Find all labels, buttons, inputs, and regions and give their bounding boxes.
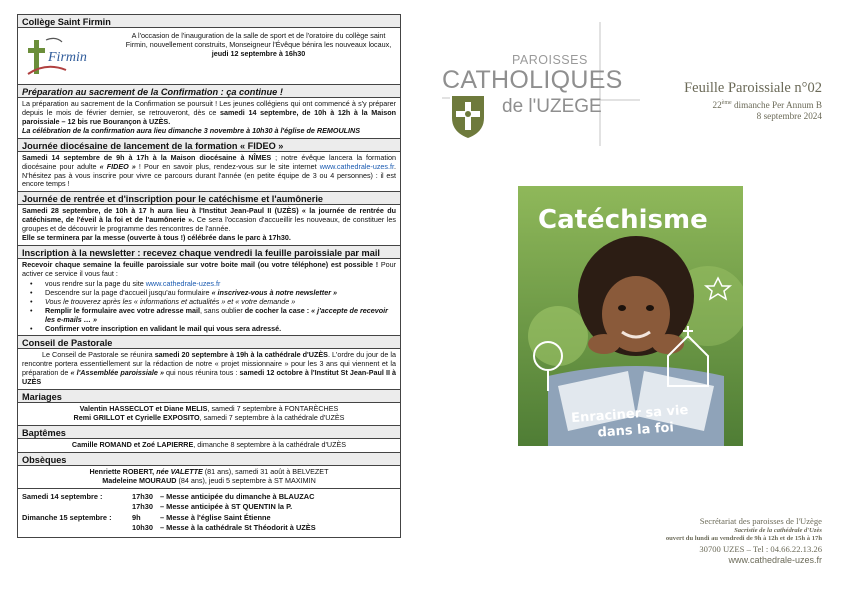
confirmation-celebration: La célébration de la confirmation aura lieu dimanche 3 novembre à 10h30 à l'église de REMOULINS bbox=[22, 125, 361, 135]
schedule-time: 17h30 bbox=[132, 491, 153, 501]
rentree-messe: Elle se terminera par la messe (ouverte à tous !) célébrée dans le parc à 17h30. bbox=[22, 233, 291, 243]
schedule-desc: – Messe anticipée à ST QUENTIN la P. bbox=[160, 502, 293, 512]
masthead-line3: de l'UZEGE bbox=[502, 96, 602, 117]
schedule-time: 17h30 bbox=[132, 502, 153, 512]
obseques-section bbox=[17, 466, 401, 488]
sunday-number: 22 bbox=[712, 99, 722, 110]
newsletter-step-3-bold2: de cocher la case : bbox=[244, 306, 312, 316]
schedule-time: 10h30 bbox=[132, 523, 153, 533]
pastorale-text-1: Le Conseil de Pastorale se réunira bbox=[42, 350, 155, 360]
obseque-item bbox=[22, 477, 396, 486]
section-title-baptemes: Baptêmes bbox=[17, 425, 401, 439]
footer-website[interactable]: www.cathedrale-uzes.fr bbox=[728, 554, 822, 565]
left-column bbox=[17, 14, 401, 575]
feuille-date: 8 septembre 2024 bbox=[756, 110, 822, 121]
newsletter-step-3-italic: « j'accepte de recevoir les e-mails … » bbox=[45, 306, 388, 325]
confirmation-date: samedi 14 septembre, de 10h à 12h à la Maison paroissiale – 12 bis rue Bourançon à UZÈS. bbox=[22, 107, 397, 126]
section-title-pastorale: Conseil de Pastorale bbox=[17, 335, 401, 349]
bapteme-item bbox=[22, 441, 396, 450]
pastorale-section bbox=[17, 349, 401, 389]
schedule-day bbox=[22, 502, 132, 513]
pastorale-text-2: . L'ordre du jour de la rencontre portera essentiellement sur la rédaction de notre « projet missionnaire » pour les 3 ans qui viennent et la préparation de bbox=[22, 350, 396, 378]
newsletter-intro: Pour activer ce service il vous faut : bbox=[22, 260, 397, 278]
newsletter-step-1-text: vous rendre sur la page du site bbox=[45, 278, 146, 288]
schedule-row bbox=[22, 523, 396, 534]
poster-tagline-1: Enraciner sa vie bbox=[570, 402, 689, 427]
footer-line3: ouvert du lundi au vendredi de 9h à 12h et de 15h à 17h bbox=[665, 535, 822, 543]
bapteme-details: , dimanche 8 septembre à la cathédrale d'UZÈS bbox=[193, 439, 347, 449]
mariage-details: , samedi 7 septembre à FONTARÈCHES bbox=[207, 403, 339, 413]
fideo-text-1: ; notre évêque lancera la formation diocésaine pour adulte bbox=[22, 152, 396, 171]
pastorale-assemblee: « l'Assemblée paroissiale » bbox=[70, 368, 164, 378]
section-title-rentree: Journée de rentrée et d'inscription pour le catéchisme et l'aumônerie bbox=[17, 191, 401, 205]
college-logo bbox=[18, 28, 123, 84]
footer-line4: 30700 UZES – Tel : 04.66.22.13.26 bbox=[699, 543, 822, 554]
obseque-details: (84 ans), jeudi 5 septembre à ST MAXIMIN bbox=[176, 475, 316, 485]
mariage-names: Valentin HASSECLOT et Diane MELIS bbox=[79, 403, 208, 413]
section-title-newsletter: Inscription à la newsletter : recevez chaque vendredi la feuille paroissiale par mail bbox=[17, 245, 401, 259]
footer-line1: Secrétariat des paroisses de l'Uzège bbox=[699, 516, 822, 526]
newsletter-step-3 bbox=[25, 306, 396, 324]
masthead-line1: PAROISSES bbox=[512, 53, 588, 67]
newsletter-step-2-form: « inscrivez-vous à notre newsletter » bbox=[211, 287, 337, 297]
newsletter-step-2-text: Descendre sur la page d'accueil jusqu'au formulaire bbox=[45, 287, 212, 297]
catechisme-poster-image bbox=[518, 186, 743, 446]
newsletter-intro-bold: Recevoir chaque semaine la feuille paroissiale sur votre boite mail (ou votre téléphone) est possible ! bbox=[22, 260, 379, 270]
section-title-obseques: Obsèques bbox=[17, 452, 401, 466]
newsletter-steps bbox=[22, 279, 396, 333]
newsletter-step-2 bbox=[25, 288, 396, 297]
rentree-date: Samedi 28 septembre, de 10h à 17 h aura lieu à l'Institut Jean-Paul II (UZÈS) « la journée de rentrée du catéchisme, de l'éveil à la foi et de l'aumônerie ». bbox=[22, 206, 396, 225]
fideo-name: « FIDEO » bbox=[99, 161, 136, 171]
footer-line2: Sacristie de la cathédrale d'Uzès bbox=[734, 527, 822, 534]
college-text-date: jeudi 12 septembre à 16h30 bbox=[211, 48, 306, 58]
schedule-row bbox=[22, 492, 396, 503]
fideo-section bbox=[17, 152, 401, 192]
section-title-fideo: Journée diocésaine de lancement de la formation « FIDEO » bbox=[17, 138, 401, 152]
college-text-body: A l'occasion de l'inauguration de la salle de sport et de l'oratoire du collège saint Firmin, nouvellement construits, Monseigneur l'Évêque bénira les nouveaux locaux, bbox=[125, 31, 392, 49]
fideo-text-2: ! Pour en savoir plus, rendez-vous sur le site internet bbox=[135, 161, 320, 171]
college-section bbox=[17, 28, 401, 84]
schedule-desc: – Messe anticipée du dimanche à BLAUZAC bbox=[160, 491, 315, 501]
feuille-title: Feuille Paroissiale n°02 bbox=[684, 80, 822, 96]
mariage-item bbox=[22, 414, 396, 423]
section-title-mariages: Mariages bbox=[17, 389, 401, 403]
newsletter-section bbox=[17, 259, 401, 335]
newsletter-step-3-text: , sans oublier bbox=[200, 306, 245, 316]
pastorale-text-3: qui nous réunira tous : bbox=[163, 368, 240, 378]
cross-shield-icon bbox=[452, 96, 484, 138]
saint-firmin-logo-icon bbox=[26, 34, 96, 78]
mass-schedule bbox=[17, 488, 401, 538]
schedule-desc: – Messe à la cathédrale St Théodorit à UZÈS bbox=[160, 523, 316, 533]
schedule-time: 9h bbox=[132, 512, 141, 522]
feuille-header bbox=[650, 80, 822, 122]
rentree-text: Ce sera l'occasion d'accueillir les nouveaux, de constituer les groupes et de découvrir le programme des rencontres de l'année. bbox=[22, 215, 396, 234]
college-logo-text: Firmin bbox=[48, 50, 87, 65]
poster-tagline-2: dans la foi bbox=[597, 420, 675, 441]
obseque-name: Henriette ROBERT, bbox=[89, 466, 157, 476]
college-text bbox=[123, 28, 400, 84]
mariage-details: , samedi 7 septembre à la cathédrale d'UZÈS bbox=[199, 412, 345, 422]
parish-logo bbox=[440, 18, 640, 148]
catechisme-poster bbox=[518, 186, 743, 446]
schedule-desc: – Messe à l'église Saint Étienne bbox=[160, 512, 271, 522]
bapteme-names: Camille ROMAND et Zoé LAPIERRE bbox=[71, 439, 194, 449]
masthead-line2: CATHOLIQUES bbox=[442, 66, 623, 94]
mariage-names: Remi GRILLOT et Cyrielle EXPOSITO bbox=[73, 412, 200, 422]
schedule-day bbox=[22, 523, 132, 534]
feuille-sunday bbox=[650, 100, 822, 111]
newsletter-step-4-text: Confirmer votre inscription en validant le mail qui vous sera adressé. bbox=[45, 324, 282, 334]
fideo-link[interactable]: www.cathedrale-uzes.fr bbox=[319, 161, 394, 171]
newsletter-step-1 bbox=[25, 279, 396, 288]
newsletter-step-3-bold: Remplir le formulaire avec votre adresse mail bbox=[45, 306, 201, 316]
rentree-section bbox=[17, 205, 401, 245]
fideo-text-3: . N'hésitez pas à vous inscrire pour vivre ce parcours durant l'année (en petite équipe de 3 ou 4 personnes) : il est encore temps ! bbox=[22, 161, 396, 189]
newsletter-step-4 bbox=[25, 324, 396, 333]
poster-title: Catéchisme bbox=[538, 205, 708, 235]
schedule-row bbox=[22, 513, 396, 524]
schedule-row bbox=[22, 502, 396, 513]
pastorale-assemblee-date: samedi 12 octobre à l'Institut St Jean-Paul II à UZÈS bbox=[22, 368, 397, 387]
newsletter-step-2-sub-text: Vous le trouverez après les « informations et actualités » et « votre demande » bbox=[45, 297, 296, 307]
parish-logo-graphic bbox=[440, 18, 640, 148]
confirmation-title-text: Préparation au sacrement de la Confirmation : ça continue ! bbox=[22, 87, 283, 97]
schedule-day: Samedi 14 septembre : bbox=[22, 491, 103, 501]
obseque-name: Madeleine MOURAUD bbox=[102, 475, 177, 485]
newsletter-link[interactable]: www.cathedrale-uzes.fr bbox=[145, 278, 221, 288]
sunday-name: dimanche Per Annum B bbox=[731, 99, 822, 110]
obseque-nee: née VALETTE bbox=[156, 466, 203, 476]
mariages-section bbox=[17, 403, 401, 425]
fideo-date: Samedi 14 septembre de 9h à 17h à la Maison diocésaine à NÎMES bbox=[22, 152, 272, 162]
baptemes-section bbox=[17, 439, 401, 452]
confirmation-section bbox=[17, 98, 401, 138]
schedule-day: Dimanche 15 septembre : bbox=[22, 512, 112, 522]
newsletter-step-2-sub bbox=[25, 297, 396, 306]
section-title-confirmation bbox=[17, 84, 401, 98]
section-title-college: Collège Saint Firmin bbox=[17, 14, 401, 28]
obseque-details: (81 ans), samedi 31 août à BELVEZET bbox=[202, 466, 329, 476]
pastorale-date: samedi 20 septembre à 19h à la cathédrale d'UZÈS bbox=[154, 350, 328, 360]
confirmation-text: La préparation au sacrement de la Confirmation se poursuit ! Les jeunes collégiens qui ont commencé à s'y préparer depuis le mois de février dernier, se retrouveront, dès ce bbox=[22, 99, 396, 117]
secretariat-footer bbox=[612, 516, 822, 566]
sunday-sup: ème bbox=[721, 99, 732, 106]
